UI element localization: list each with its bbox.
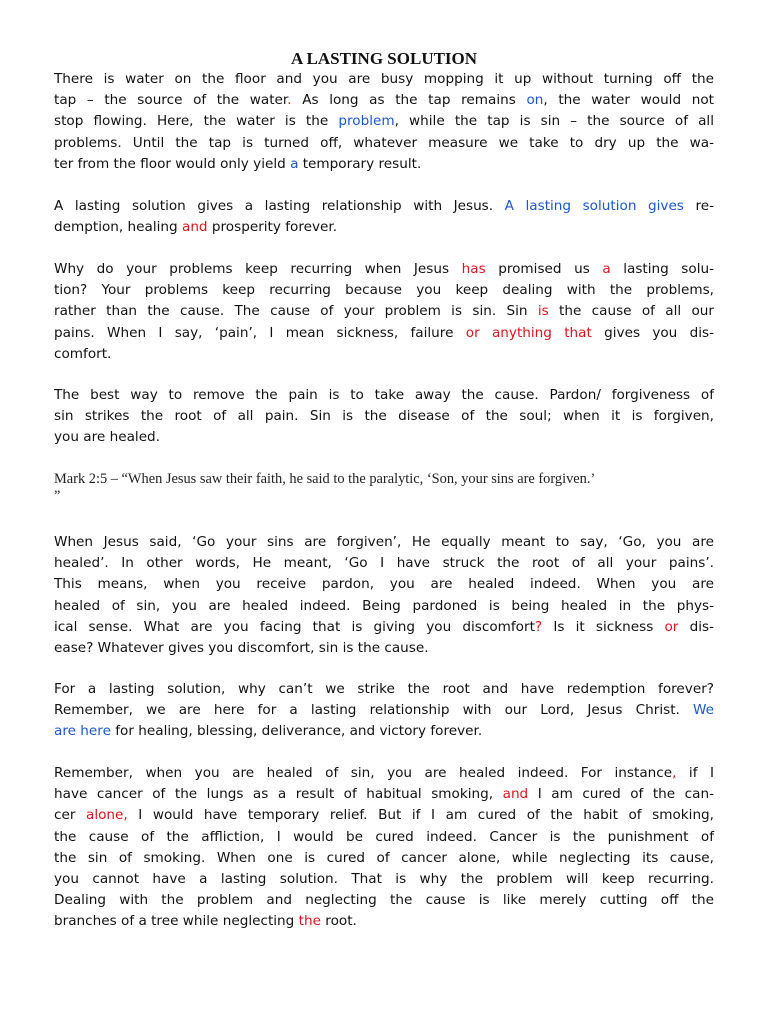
text-run: Remember, when you are healed of sin, you are healed indeed. For instance bbox=[54, 765, 673, 781]
text-line bbox=[54, 911, 714, 932]
text-run: gives you dis- bbox=[591, 324, 714, 341]
highlighted-text-red: . bbox=[287, 92, 292, 109]
text-run: There is water on the floor and you are busy mopping it up without turning off the bbox=[54, 71, 714, 87]
paragraph-recurring-problems bbox=[54, 259, 714, 365]
scripture-quote bbox=[54, 471, 734, 505]
highlighted-text-red: is bbox=[537, 303, 549, 320]
text-line bbox=[54, 700, 714, 721]
highlighted-text-blue: A lasting solution gives bbox=[504, 198, 684, 214]
highlighted-text-red: has bbox=[461, 261, 486, 277]
text-line bbox=[54, 90, 714, 111]
text-run: , while the tap is sin – the source of all bbox=[394, 113, 714, 130]
paragraph-strike-the-root bbox=[54, 679, 714, 743]
text-line bbox=[54, 617, 714, 638]
text-line bbox=[54, 721, 714, 742]
text-run: comfort. bbox=[54, 345, 112, 362]
text-run: you cannot have a lasting solution. That is why the problem will keep recurring. bbox=[54, 871, 714, 888]
text-run: if I bbox=[676, 765, 714, 781]
highlighted-text-red: or anything that bbox=[465, 324, 592, 341]
text-line bbox=[54, 69, 714, 90]
text-run: ical sense. What are you facing that is giving you discomfort bbox=[54, 618, 535, 635]
text-run: demption, healing bbox=[54, 219, 182, 236]
text-run: the sin of smoking. When one is cured of cancer alone, while neglecting its cause, bbox=[54, 849, 714, 866]
text-line bbox=[54, 344, 714, 365]
text-run: for healing, blessing, deliverance, and victory forever. bbox=[110, 723, 483, 740]
paragraph-lasting-solution bbox=[54, 196, 714, 238]
text-run: healed of sin, you are healed indeed. Being pardoned is being healed in the phys- bbox=[54, 597, 714, 614]
text-run: When Jesus said, ‘Go your sins are forgiven’, He equally meant to say, ‘Go, you are bbox=[54, 534, 714, 550]
text-run: dis- bbox=[678, 618, 714, 635]
text-run: As long as the tap remains bbox=[291, 92, 527, 109]
text-run: pains. When I say, ‘pain’, I mean sickness, failure bbox=[54, 324, 466, 341]
text-line bbox=[54, 427, 714, 448]
highlighted-text-red: , bbox=[672, 765, 677, 781]
text-line bbox=[54, 574, 714, 595]
text-run: , the water would not bbox=[543, 92, 714, 109]
paragraph-water-analogy bbox=[54, 69, 714, 175]
text-line bbox=[54, 679, 714, 700]
text-line bbox=[54, 154, 714, 175]
highlighted-text-blue: problem bbox=[338, 113, 395, 130]
text-line bbox=[54, 111, 714, 132]
highlighted-text-red: a bbox=[602, 261, 611, 277]
document-title: A LASTING SOLUTION bbox=[290, 49, 478, 68]
text-run: rather than the cause. The cause of your problem is sin. Sin bbox=[54, 303, 538, 320]
text-line bbox=[54, 596, 714, 617]
text-line bbox=[54, 638, 714, 659]
text-line bbox=[54, 301, 714, 322]
text-line bbox=[54, 869, 714, 890]
text-line bbox=[54, 280, 714, 301]
text-line bbox=[54, 406, 714, 427]
text-run: Why do your problems keep recurring when Jesus bbox=[54, 261, 462, 277]
text-run: branches of a tree while neglecting bbox=[54, 913, 299, 930]
paragraph-go-you-are-healed bbox=[54, 532, 714, 659]
scripture-quote-line: Mark 2:5 – “When Jesus saw their faith, he said to the paralytic, ‘Son, your sins are forgiven.’ bbox=[54, 471, 596, 487]
text-line bbox=[54, 323, 714, 344]
highlighted-text-blue: We bbox=[692, 702, 714, 719]
highlighted-text-blue: on bbox=[526, 92, 544, 109]
text-line bbox=[54, 133, 714, 154]
highlighted-text-blue: are here bbox=[54, 723, 111, 740]
highlighted-text-red: or bbox=[664, 618, 679, 635]
text-line bbox=[54, 532, 714, 553]
text-run: root. bbox=[320, 913, 357, 930]
text-line bbox=[54, 196, 714, 217]
scripture-quote-closing: ” bbox=[54, 488, 61, 504]
text-run: the cause of all our bbox=[548, 303, 714, 320]
text-line bbox=[54, 890, 714, 911]
text-run: Remember, we are here for a lasting relationship with our Lord, Jesus Christ. bbox=[54, 702, 693, 719]
text-line bbox=[54, 553, 714, 574]
text-line bbox=[54, 217, 714, 238]
text-run: This means, when you receive pardon, you are healed indeed. When you are bbox=[54, 576, 714, 593]
text-line bbox=[54, 259, 714, 280]
text-run: the cause of the affliction, I would be cured indeed. Cancer is the punishment of bbox=[54, 828, 714, 845]
text-run: have cancer of the lungs as a result of habitual smoking, bbox=[54, 786, 503, 803]
text-line bbox=[54, 784, 714, 805]
highlighted-text-red: and bbox=[502, 786, 529, 803]
text-run: temporary result. bbox=[298, 155, 422, 172]
text-run: tap – the source of the water bbox=[54, 92, 288, 109]
highlighted-text-red: and bbox=[181, 219, 208, 236]
text-run: you are healed. bbox=[54, 429, 161, 446]
paragraph-remove-pain bbox=[54, 385, 714, 449]
text-run: ease? Whatever gives you discomfort, sin is the cause. bbox=[54, 640, 429, 657]
text-run: problems. Until the tap is turned off, whatever measure we take to dry up the wa- bbox=[54, 134, 714, 151]
text-run: The best way to remove the pain is to take away the cause. Pardon/ forgiveness of bbox=[54, 387, 714, 403]
text-run: For a lasting solution, why can’t we strike the root and have redemption forever? bbox=[54, 681, 714, 697]
text-run: healed’. In other words, He meant, ‘Go I have struck the root of all your pains’. bbox=[54, 555, 714, 572]
highlighted-text-red: the bbox=[298, 913, 321, 930]
text-run: A lasting solution gives a lasting relationship with Jesus. bbox=[54, 198, 505, 214]
text-run: tion? Your problems keep recurring because you keep dealing with the problems, bbox=[54, 282, 714, 299]
text-line bbox=[54, 805, 714, 826]
highlighted-text-blue: a bbox=[290, 155, 299, 172]
text-run: sin strikes the root of all pain. Sin is the disease of the soul; when it is forgiven, bbox=[54, 408, 714, 425]
text-line bbox=[54, 385, 714, 406]
text-run: stop flowing. Here, the water is the bbox=[54, 113, 339, 130]
text-line bbox=[54, 763, 714, 784]
text-run: Is it sickness bbox=[542, 618, 665, 635]
text-run: Dealing with the problem and neglecting the cause is like merely cutting off the bbox=[54, 892, 714, 909]
text-line bbox=[54, 848, 714, 869]
paragraph-cancer-example bbox=[54, 763, 714, 933]
text-run: promised us bbox=[485, 261, 603, 277]
text-run: ter from the floor would only yield bbox=[54, 155, 291, 172]
text-run: re- bbox=[683, 198, 715, 214]
text-line bbox=[54, 827, 714, 848]
highlighted-text-red: alone, bbox=[86, 807, 128, 824]
text-run: I would have temporary relief. But if I am cured of the habit of smoking, bbox=[127, 807, 715, 824]
highlighted-text-red: ? bbox=[534, 618, 543, 635]
text-run: prosperity forever. bbox=[207, 219, 338, 236]
text-run: I am cured of the can- bbox=[528, 786, 714, 803]
text-run: cer bbox=[54, 807, 86, 824]
text-run: lasting solu- bbox=[610, 261, 714, 277]
